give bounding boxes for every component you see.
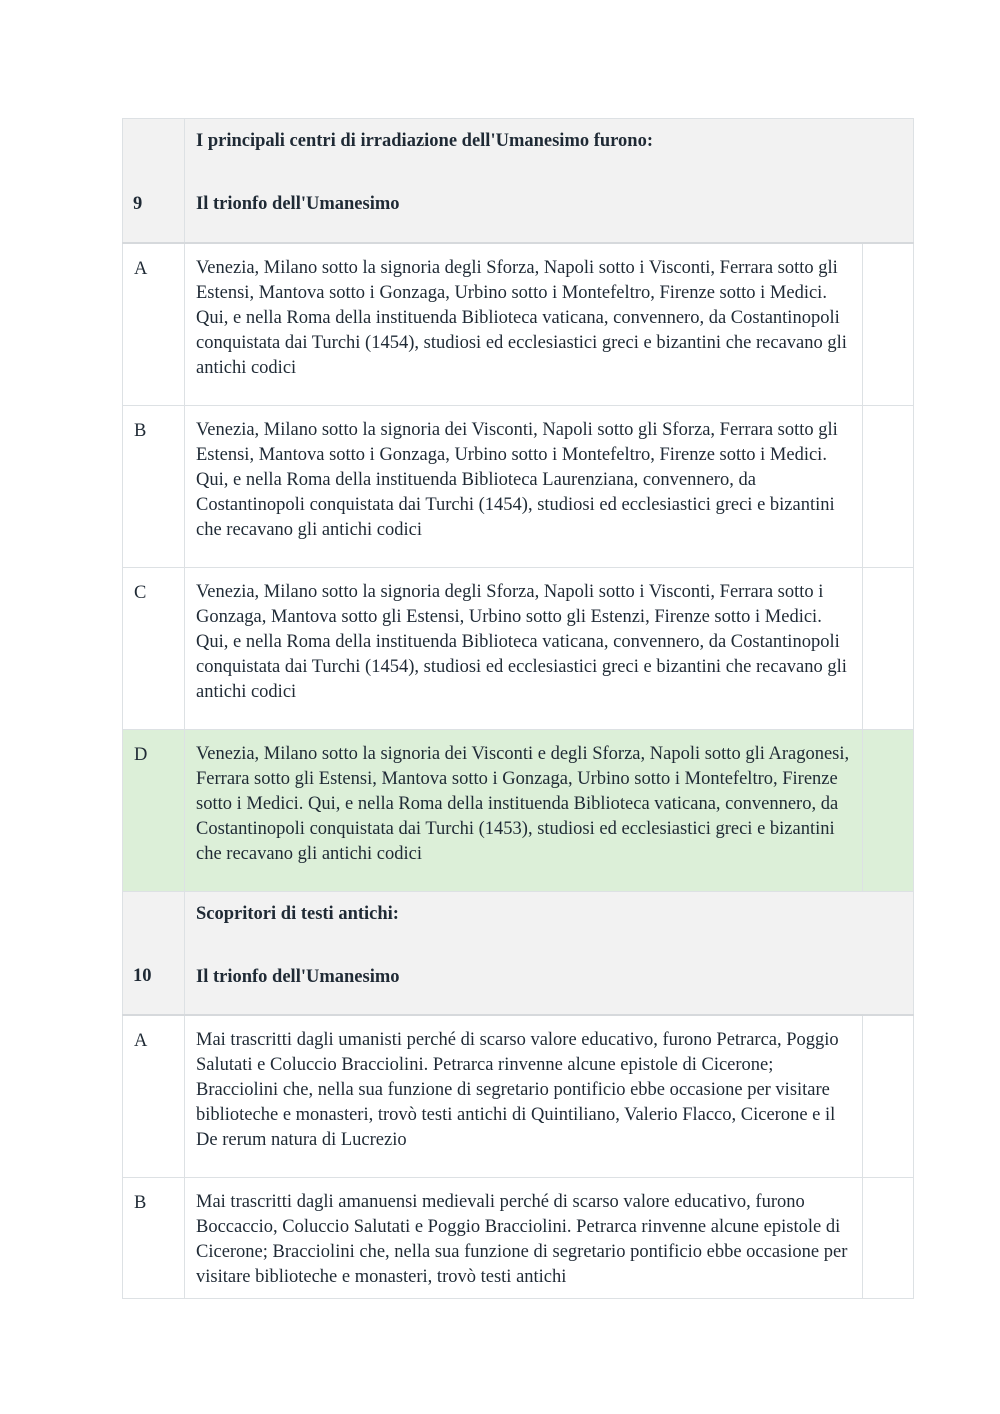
answer-letter: D: [123, 729, 185, 891]
answer-letter: B: [123, 1178, 185, 1299]
question-text: Scopritori di testi antichi:: [196, 903, 399, 924]
question-topic: Il trionfo dell'Umanesimo: [196, 966, 400, 987]
answer-row[interactable]: [123, 1178, 914, 1299]
answer-row[interactable]: [123, 1015, 914, 1178]
question-cell: [185, 891, 914, 1015]
question-header-row: [123, 891, 914, 1015]
answer-text: Venezia, Milano sotto la signoria dei Visconti e degli Sforza, Napoli sotto gli Aragonesi, Ferrara sotto gli Estensi, Mantova sotto i Gonzaga, Urbino sotto i Montefeltro, Firenze sotto i Medici. Qui, e nella Roma della instituenda Biblioteca vaticana, convennero, da Costantinopoli conquistata dai Turchi (1453), studiosi ed ecclesiastici greci e bizantini che recavano gli antichi codici: [185, 729, 863, 891]
answer-row-correct[interactable]: [123, 729, 914, 891]
answer-letter: B: [123, 405, 185, 567]
answer-row[interactable]: [123, 567, 914, 729]
question-number: 9: [123, 119, 185, 243]
answer-mark-cell: [863, 405, 914, 567]
answer-letter: C: [123, 567, 185, 729]
answer-text: Mai trascritti dagli umanisti perché di scarso valore educativo, furono Petrarca, Poggio Salutati e Coluccio Bracciolini. Petrarca rinvenne alcune epistole di Cicerone; Bracciolini che, nella sua funzione di segretario pontificio ebbe occasione per visitare biblioteche e monasteri, trovò testi antichi di Quintiliano, Valerio Flacco, Cicerone e il De rerum natura di Lucrezio: [185, 1015, 863, 1178]
answer-mark-cell: [863, 729, 914, 891]
answer-row[interactable]: [123, 243, 914, 406]
answer-row[interactable]: [123, 405, 914, 567]
answer-mark-cell: [863, 243, 914, 406]
answer-text: Venezia, Milano sotto la signoria degli Sforza, Napoli sotto i Visconti, Ferrara sotto i Gonzaga, Mantova sotto gli Estensi, Urbino sotto gli Estenzi, Firenze sotto i Medici. Qui, e nella Roma della instituenda Biblioteca vaticana, convennero, da Costantinopoli conquistata dai Turchi (1454), studiosi ed ecclesiastici greci e bizantini che recavano gli antichi codici: [185, 567, 863, 729]
question-topic: Il trionfo dell'Umanesimo: [196, 194, 400, 214]
answer-letter: A: [123, 1015, 185, 1178]
answer-mark-cell: [863, 1015, 914, 1178]
answer-letter: A: [123, 243, 185, 406]
answer-mark-cell: [863, 567, 914, 729]
question-cell: [185, 119, 914, 243]
question-header-row: [123, 119, 914, 243]
answer-mark-cell: [863, 1178, 914, 1299]
answer-text: Venezia, Milano sotto la signoria degli Sforza, Napoli sotto i Visconti, Ferrara sotto gli Estensi, Mantova sotto i Gonzaga, Urbino sotto i Montefeltro, Firenze sotto i Medici. Qui, e nella Roma della instituenda Biblioteca vaticana, convennero, da Costantinopoli conquistata dai Turchi (1454), studiosi ed ecclesiastici greci e bizantini che recavano gli antichi codici: [185, 243, 863, 406]
question-text: I principali centri di irradiazione dell'Umanesimo furono:: [196, 131, 654, 151]
question-number: 10: [123, 891, 185, 1015]
answer-text: Venezia, Milano sotto la signoria dei Visconti, Napoli sotto gli Sforza, Ferrara sotto gli Estensi, Mantova sotto i Gonzaga, Urbino sotto i Montefeltro, Firenze sotto i Medici. Qui, e nella Roma della instituenda Biblioteca Laurenziana, convennero, da Costantinopoli conquistata dai Turchi (1454), studiosi ed ecclesiastici greci e bizantini che recavano gli antichi codici: [185, 405, 863, 567]
answer-text: Mai trascritti dagli amanuensi medievali perché di scarso valore educativo, furono Boccaccio, Coluccio Salutati e Poggio Bracciolini. Petrarca rinvenne alcune epistole di Cicerone; Bracciolini che, nella sua funzione di segretario pontificio ebbe occasione per visitare biblioteche e monasteri, trovò testi antichi: [185, 1178, 863, 1299]
quiz-table: [122, 118, 914, 1299]
